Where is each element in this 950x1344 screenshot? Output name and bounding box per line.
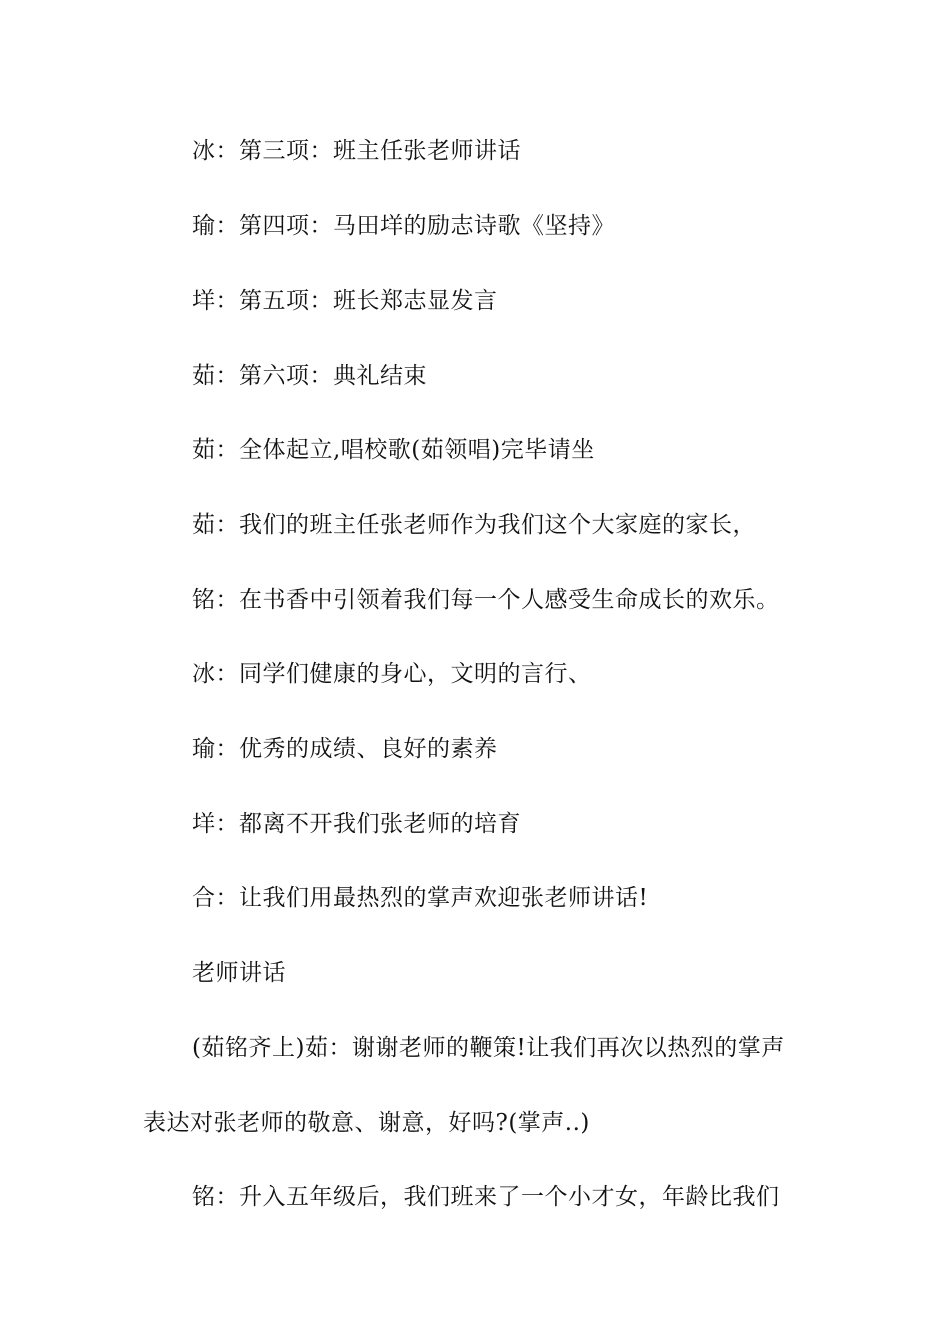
text-line: 茹：第六项：典礼结束 <box>192 363 427 389</box>
text-line: 老师讲话 <box>192 960 286 986</box>
text-line: 茹：全体起立,唱校歌(茹领唱)完毕请坐 <box>192 437 595 463</box>
text-line: 合：让我们用最热烈的掌声欢迎张老师讲话! <box>192 885 649 911</box>
text-line: 表达对张老师的敬意、谢意，好吗?(掌声..) <box>143 1110 590 1136</box>
text-line: 茹：我们的班主任张老师作为我们这个大家庭的家长， <box>192 512 756 538</box>
text-line: 铭：在书香中引领着我们每一个人感受生命成长的欢乐。 <box>192 587 780 613</box>
text-line: 瑜：优秀的成绩、良好的素养 <box>192 736 498 762</box>
text-line: 冰：第三项：班主任张老师讲话 <box>192 138 521 164</box>
text-line: (茹铭齐上)茹：谢谢老师的鞭策!让我们再次以热烈的掌声 <box>192 1035 785 1061</box>
text-line: 垟：都离不开我们张老师的培育 <box>192 811 521 837</box>
text-line: 瑜：第四项：马田垟的励志诗歌《坚持》 <box>192 213 615 239</box>
text-line: 垟：第五项：班长郑志显发言 <box>192 288 498 314</box>
text-line: 冰：同学们健康的身心，文明的言行、 <box>192 661 592 687</box>
text-line: 铭：升入五年级后，我们班来了一个小才女，年龄比我们 <box>192 1184 780 1210</box>
